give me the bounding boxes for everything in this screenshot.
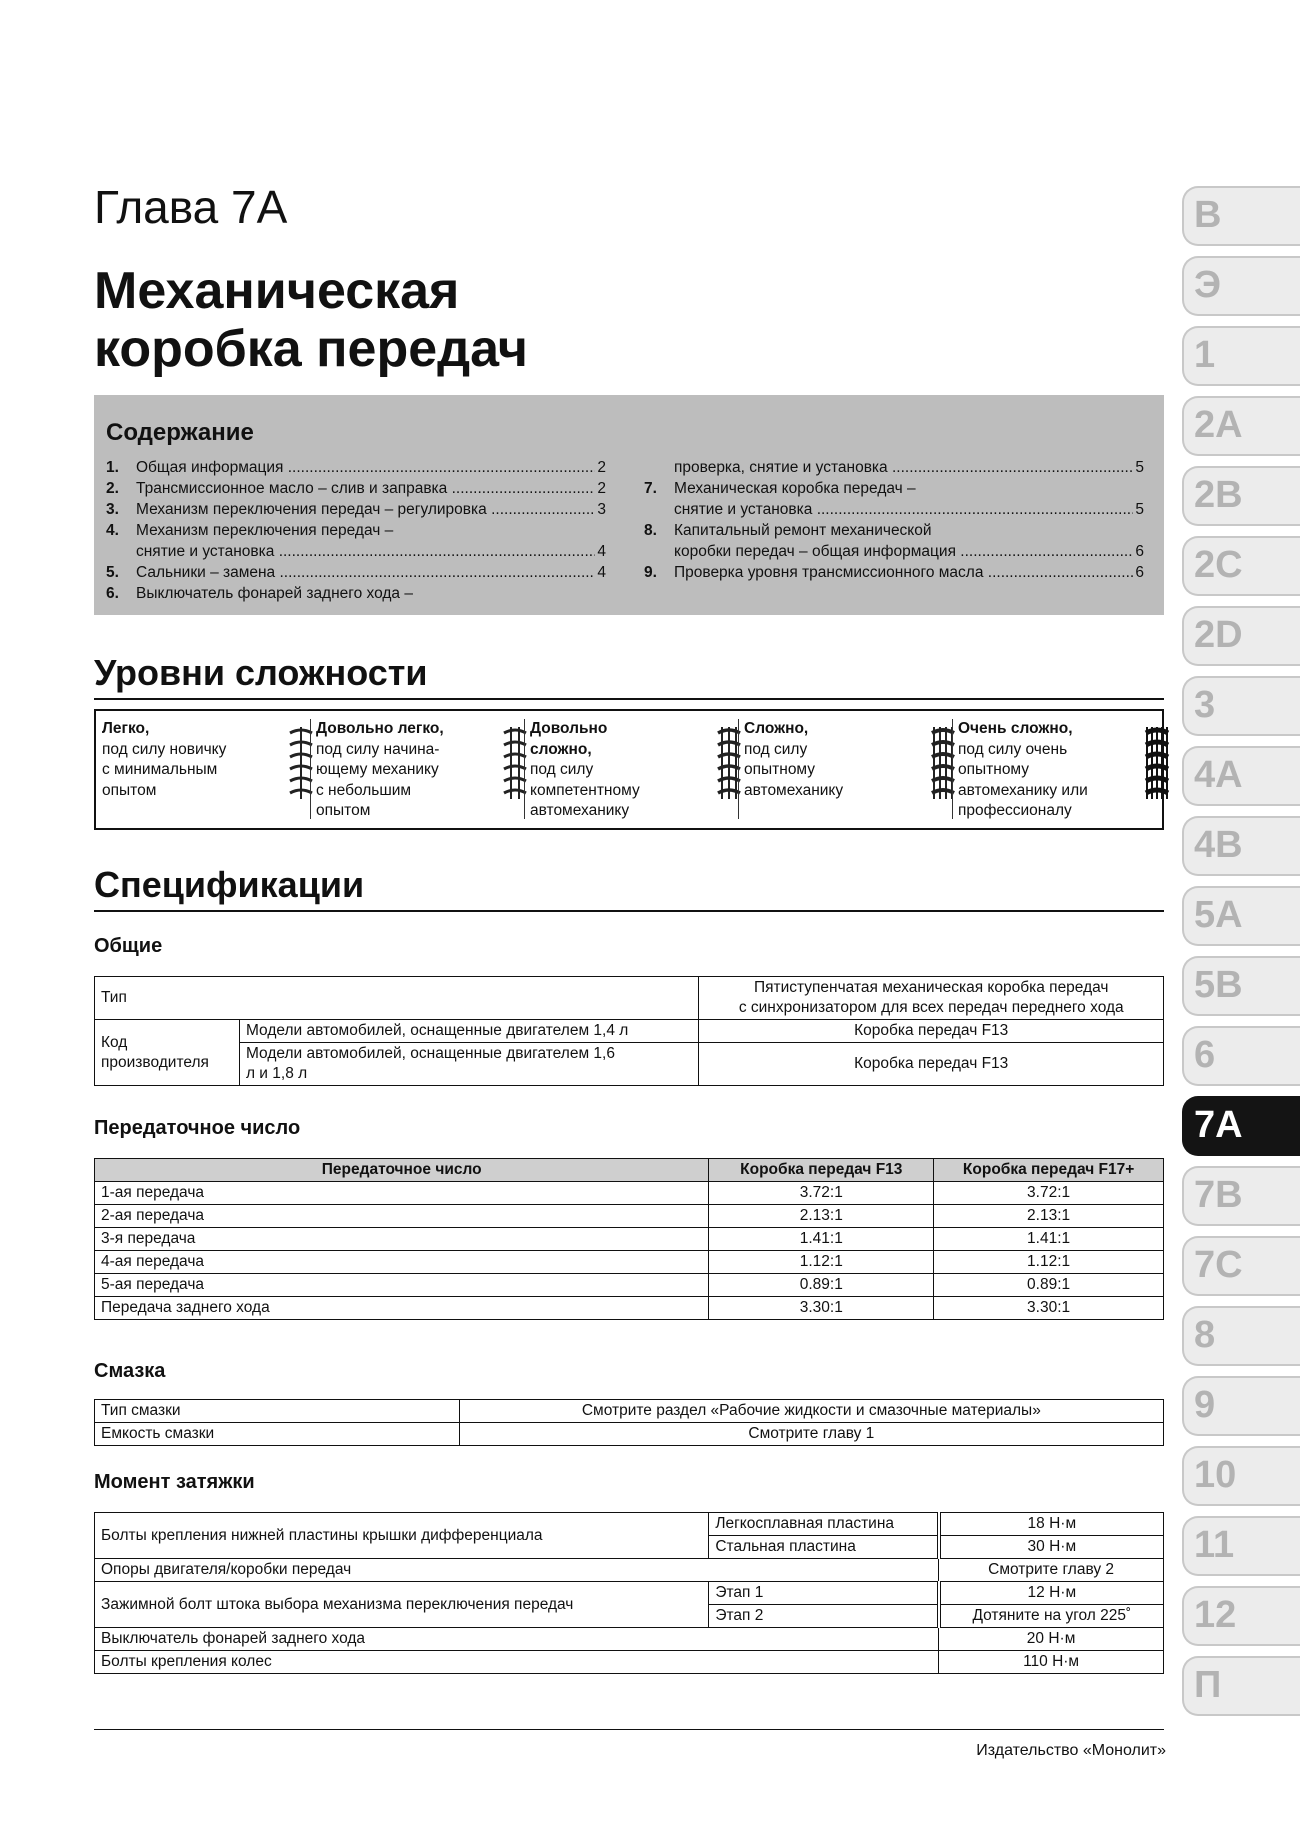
table-row (95, 1559, 1164, 1582)
wrench-icon (500, 723, 530, 803)
level-heading: Довольно (530, 720, 608, 737)
chapter-tab[interactable] (1182, 466, 1300, 526)
chapter-tab-label: Э (1194, 264, 1222, 306)
lubrication-subtitle: Смазка (94, 1360, 166, 1382)
table-row (95, 1251, 1164, 1274)
chapter-tab[interactable] (1182, 606, 1300, 666)
table-cell: 3.72:1 (709, 1182, 934, 1205)
table-cell: Тип смазки (95, 1400, 460, 1423)
level-text: опытному (744, 761, 816, 778)
contents-item-text: Механизм переключения передач – регулировка ..... (136, 499, 606, 520)
table-cell: 2-ая передача (95, 1205, 709, 1228)
level-text: под силу начина- (316, 740, 440, 758)
cell-line: с синхронизатором для всех передач переднего хода (738, 999, 1124, 1016)
chapter-tab-label: 2B (1194, 474, 1243, 516)
chapter-tab-label: П (1194, 1664, 1222, 1706)
contents-item[interactable] (644, 457, 1144, 478)
contents-item-text: Капитальный ремонт механической (674, 522, 932, 539)
level-text: с минимальным (102, 761, 218, 778)
chapter-tab-label: 3 (1194, 684, 1216, 726)
contents-title: Содержание (106, 419, 254, 446)
contents-item-page: 6 (1135, 564, 1144, 581)
contents-item-number: 1. (106, 459, 119, 476)
table-cell: Этап 2 (709, 1605, 939, 1628)
level-heading: Очень сложно, (958, 720, 1073, 737)
table-cell: 18 Н·м (939, 1513, 1164, 1536)
contents-item[interactable] (106, 520, 606, 541)
level-heading: Легко, (102, 720, 150, 737)
contents-item-text: снятие и установка ..... (674, 499, 1144, 520)
contents-box (94, 395, 1164, 615)
table-row (95, 1400, 1164, 1423)
table-cell: Зажимной болт штока выбора механизма переключения передач (95, 1582, 709, 1628)
gear-ratio-subtitle: Передаточное число (94, 1117, 301, 1139)
column-header: Передаточное число (95, 1159, 709, 1182)
difficulty-level-fairly-difficult (530, 719, 730, 819)
table-cell: Коробка передач F13 (699, 1020, 1164, 1043)
table-row (95, 1582, 1164, 1605)
table-cell: 1-ая передача (95, 1182, 709, 1205)
contents-item-number: 7. (644, 480, 657, 497)
level-text: автомеханику (744, 781, 844, 799)
contents-item-page: 5 (1135, 501, 1144, 518)
table-row (95, 1020, 1164, 1043)
contents-item-number: 8. (644, 522, 657, 539)
table-cell: Коробка передач F13 (699, 1043, 1164, 1086)
torque-subtitle: Момент затяжки (94, 1471, 255, 1493)
table-cell: 4-ая передача (95, 1251, 709, 1274)
page-title-line-2: коробка передач (94, 320, 528, 378)
level-text: опытом (316, 802, 371, 819)
contents-item[interactable] (106, 562, 606, 583)
chapter-tab[interactable] (1182, 1166, 1300, 1226)
table-cell: Смотрите главу 1 (459, 1423, 1163, 1446)
difficulty-level-very-difficult (958, 719, 1158, 819)
contents-item-text: Трансмиссионное масло – слив и заправка ..... (136, 478, 606, 499)
chapter-tab[interactable] (1182, 956, 1300, 1016)
table-cell (95, 1020, 240, 1086)
contents-item-text: Механическая коробка передач – (674, 480, 916, 497)
level-text: под силу новичку (102, 740, 227, 758)
contents-item-number: 5. (106, 564, 119, 581)
chapter-tab-active[interactable] (1182, 1096, 1300, 1156)
page-title-line-1: Механическая (94, 262, 460, 320)
cell-line: производителя (101, 1053, 209, 1071)
table-row (95, 1274, 1164, 1297)
table-cell: 110 Н·м (939, 1651, 1164, 1674)
chapter-tab[interactable] (1182, 396, 1300, 456)
table-cell: Тип (95, 977, 699, 1020)
chapter-tab[interactable] (1182, 256, 1300, 316)
contents-item[interactable] (106, 478, 606, 499)
contents-item-text: Выключатель фонарей заднего хода – (136, 585, 413, 602)
chapter-tab-label: 7C (1194, 1244, 1243, 1286)
table-cell: 2.13:1 (934, 1205, 1164, 1228)
chapter-tab-label: 1 (1194, 334, 1216, 376)
table-cell: Модели автомобилей, оснащенные двигателем 1,4 л (239, 1020, 699, 1043)
level-text: ющему механику (316, 761, 439, 778)
contents-item-number: 6. (106, 585, 119, 602)
torque-table (94, 1512, 1164, 1674)
level-heading: Довольно легко, (316, 720, 444, 737)
table-cell: 0.89:1 (709, 1274, 934, 1297)
cell-line: Пятиступенчатая механическая коробка передач (753, 979, 1109, 996)
table-cell: 30 Н·м (939, 1536, 1164, 1559)
cell-line: Модели автомобилей, оснащенные двигателем 1,6 (245, 1045, 615, 1062)
difficulty-section-title: Уровни сложности (94, 652, 1164, 700)
chapter-tab[interactable] (1182, 1236, 1300, 1296)
chapter-tab-label: 10 (1194, 1454, 1237, 1496)
contents-item-number: 4. (106, 522, 119, 539)
chapter-tab-label: В (1194, 194, 1222, 236)
level-heading: сложно, (530, 740, 592, 758)
table-cell: Смотрите раздел «Рабочие жидкости и смазочные материалы» (459, 1400, 1163, 1423)
chapter-label: Глава 7А (94, 181, 288, 233)
chapter-tab[interactable] (1182, 886, 1300, 946)
level-text: опытом (102, 781, 157, 799)
chapter-tab[interactable] (1182, 1446, 1300, 1506)
chapter-tab-label: 2A (1194, 404, 1243, 446)
wrench-icon (714, 723, 744, 803)
column-header: Коробка передач F17+ (934, 1159, 1164, 1182)
chapter-tab-label: 4B (1194, 824, 1243, 866)
table-cell: 2.13:1 (709, 1205, 934, 1228)
chapter-tab-label: 11 (1194, 1524, 1235, 1566)
wrench-icon (1142, 723, 1172, 803)
contents-item[interactable] (106, 541, 606, 562)
table-cell: 3.30:1 (934, 1297, 1164, 1320)
level-divider (952, 719, 953, 819)
level-text: профессионалу (958, 802, 1072, 819)
table-cell: Емкость смазки (95, 1423, 460, 1446)
table-cell: 1.12:1 (709, 1251, 934, 1274)
chapter-tab[interactable] (1182, 186, 1300, 246)
level-divider (310, 719, 311, 819)
table-cell: Опоры двигателя/коробки передач (95, 1559, 939, 1582)
contents-item-text: коробки передач – общая информация ..... (674, 541, 1144, 562)
table-cell: 20 Н·м (939, 1628, 1164, 1651)
contents-item[interactable] (644, 478, 1144, 499)
table-cell (239, 1043, 699, 1086)
wrench-icon (928, 723, 958, 803)
contents-item[interactable] (106, 499, 606, 520)
chapter-tab[interactable] (1182, 1376, 1300, 1436)
general-table (94, 976, 1164, 1086)
table-header-row (95, 1159, 1164, 1182)
page-title (94, 262, 994, 378)
table-row (95, 1297, 1164, 1320)
chapter-tab[interactable] (1182, 1026, 1300, 1086)
difficulty-level-fairly-easy (316, 719, 516, 819)
contents-item-text: Общая информация ..... (136, 457, 606, 478)
table-row (95, 1513, 1164, 1536)
chapter-tab[interactable] (1182, 1306, 1300, 1366)
chapter-tab[interactable] (1182, 816, 1300, 876)
chapter-tab-label: 2D (1194, 614, 1243, 656)
contents-item[interactable] (644, 499, 1144, 520)
chapter-tab-label: 12 (1194, 1594, 1237, 1636)
lubrication-table (94, 1399, 1164, 1446)
level-text: компетентному (530, 781, 640, 799)
contents-item-page: 5 (1135, 459, 1144, 476)
level-text: автомеханику (530, 802, 630, 819)
chapter-tab-label: 6 (1194, 1034, 1216, 1076)
table-row (95, 1423, 1164, 1446)
cell-line: л и 1,8 л (245, 1065, 308, 1082)
level-divider (524, 719, 525, 819)
table-row (95, 1043, 1164, 1086)
cell-line: Код (101, 1033, 128, 1051)
level-text: под силу (530, 761, 594, 778)
chapter-tab-label: 4A (1194, 754, 1243, 796)
chapter-tab[interactable] (1182, 1586, 1300, 1646)
chapter-tab-label: 7B (1194, 1174, 1243, 1216)
level-divider (738, 719, 739, 819)
chapter-tab[interactable] (1182, 326, 1300, 386)
difficulty-level-easy (102, 719, 302, 819)
contents-item-page: 4 (597, 564, 606, 581)
table-cell: 3.30:1 (709, 1297, 934, 1320)
table-cell: 3.72:1 (934, 1182, 1164, 1205)
table-cell: Дотяните на угол 225˚ (939, 1605, 1164, 1628)
publisher-name: Издательство «Монолит» (976, 1742, 1166, 1759)
table-cell: Легкосплавная пластина (709, 1513, 939, 1536)
contents-item-text: Проверка уровня трансмиссионного масла ..... (674, 562, 1144, 583)
table-cell: Этап 1 (709, 1582, 939, 1605)
table-cell: Смотрите главу 2 (939, 1559, 1164, 1582)
table-cell: Стальная пластина (709, 1536, 939, 1559)
table-row (95, 1182, 1164, 1205)
chapter-tab[interactable] (1182, 536, 1300, 596)
chapter-tab-label: 9 (1194, 1384, 1216, 1426)
table-cell: Выключатель фонарей заднего хода (95, 1628, 939, 1651)
contents-item-text: снятие и установка ..... (136, 541, 606, 562)
contents-item[interactable] (106, 583, 606, 604)
table-cell: 3-я передача (95, 1228, 709, 1251)
level-text: под силу (744, 740, 808, 758)
contents-column-left (106, 457, 606, 604)
level-heading: Сложно, (744, 720, 809, 737)
chapter-tab-label: 2C (1194, 544, 1243, 586)
difficulty-level-difficult (744, 719, 944, 819)
table-row (95, 977, 1164, 1020)
level-text: опытному (958, 761, 1030, 778)
chapter-tab-label: 7A (1194, 1104, 1243, 1146)
table-cell: 12 Н·м (939, 1582, 1164, 1605)
table-cell: Болты крепления нижней пластины крышки дифференциала (95, 1513, 709, 1559)
specifications-section-title: Спецификации (94, 864, 1164, 912)
contents-item-page: 6 (1135, 543, 1144, 560)
contents-item[interactable] (644, 541, 1144, 562)
contents-item[interactable] (644, 562, 1144, 583)
level-text: под силу очень (958, 740, 1068, 758)
contents-item-text: проверка, снятие и установка ..... (674, 457, 1144, 478)
table-row (95, 1651, 1164, 1674)
chapter-tab[interactable] (1182, 1516, 1300, 1576)
table-cell: 5-ая передача (95, 1274, 709, 1297)
contents-item-page: 2 (597, 459, 606, 476)
table-cell: 1.12:1 (934, 1251, 1164, 1274)
contents-item[interactable] (644, 520, 1144, 541)
general-subtitle: Общие (94, 935, 163, 957)
chapter-tab[interactable] (1182, 676, 1300, 736)
chapter-tab-label: 5B (1194, 964, 1243, 1006)
difficulty-levels (94, 709, 1164, 830)
table-cell: 1.41:1 (709, 1228, 934, 1251)
chapter-tab-label: 5A (1194, 894, 1243, 936)
contents-item-text: Механизм переключения передач – (136, 522, 394, 539)
column-header: Коробка передач F13 (709, 1159, 934, 1182)
table-cell: Передача заднего хода (95, 1297, 709, 1320)
chapter-tab[interactable] (1182, 1656, 1300, 1716)
table-row (95, 1228, 1164, 1251)
contents-item-page: 3 (597, 501, 606, 518)
table-cell: 1.41:1 (934, 1228, 1164, 1251)
table-cell (699, 977, 1164, 1020)
contents-item-text: Сальники – замена ..... (136, 562, 606, 583)
level-text: автомеханику или (958, 781, 1088, 799)
footer-divider (94, 1729, 1164, 1730)
contents-item-number: 2. (106, 480, 119, 497)
contents-item-number: 3. (106, 501, 119, 518)
contents-item[interactable] (106, 457, 606, 478)
table-cell: 0.89:1 (934, 1274, 1164, 1297)
contents-item-page: 2 (597, 480, 606, 497)
chapter-tab-label: 8 (1194, 1314, 1216, 1356)
chapter-tab[interactable] (1182, 746, 1300, 806)
contents-item-number: 9. (644, 564, 657, 581)
contents-column-right (644, 457, 1144, 583)
gear-ratio-table (94, 1158, 1164, 1320)
wrench-icon (286, 723, 316, 803)
table-cell: Болты крепления колес (95, 1651, 939, 1674)
contents-item-page: 4 (597, 543, 606, 560)
table-row (95, 1205, 1164, 1228)
level-text: с небольшим (316, 781, 412, 799)
table-row (95, 1628, 1164, 1651)
